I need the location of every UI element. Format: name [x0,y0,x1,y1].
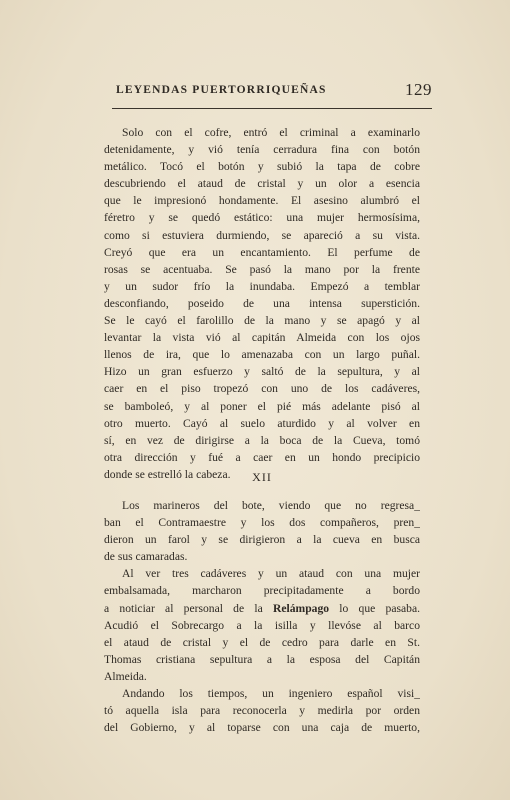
text-line: embalsamada, marcharon precipitadamente a bordo [104,584,420,598]
text-line: donde se estrelló la cabeza. [104,467,231,481]
page-number: 129 [405,80,432,99]
text-line: desconfiando, poseido de una intensa superstición. [104,296,420,310]
text-line: caer en el piso tropezó con uno de los cadáveres, [104,382,420,396]
text-line: otro muerto. Cayó al suelo aturdido y al volver en [104,416,420,430]
text-line-ship [104,600,420,617]
text-line: Almeida. [104,669,147,683]
paragraph-section-xii [104,497,420,736]
text-line: otra dirección y fué a caer en un hondo precipicio [104,450,420,464]
text-line: féretro y se quedó estático: una mujer hermosísima, [104,211,420,225]
text-line: se bamboleó, y al poner el pié más adelante pisó al [104,399,420,413]
section-heading-xii: XII [252,470,272,484]
text-fragment: a noticiar al personal de la [104,601,263,615]
text-line: rosas se acentuaba. Se pasó la mano por la frente [104,262,420,276]
text-line: llenos de ira, que lo amenazaba con un largo puñal. [104,348,420,362]
text-line: Andando los tiempos, un ingeniero español visi_ [122,687,420,701]
text-line: Al ver tres cadáveres y un ataud con una mujer [122,567,420,581]
text-line: detenidamente, y vió tenía cerradura fina con botón [104,143,420,157]
text-line: ban el Contramaestre y los dos compañeros, pren_ [104,516,420,530]
ship-name: Relámpago [273,601,330,615]
text-line: dieron un farol y se dirigieron a la cueva en busca [104,533,420,547]
text-line: metálico. Tocó el botón y subió la tapa de cobre [104,160,420,174]
text-line: levantar la vista vió al capitán Almeida con los ojos [104,331,420,345]
paragraph-section-xi-ending [104,124,420,483]
text-line: de sus camaradas. [104,550,188,564]
text-line: como si estuviera durmiendo, se apareció a su vista. [104,228,420,242]
text-line: del Gobierno, y al toparse con una caja de muerto, [104,721,420,735]
text-line: Hizo un gran esfuerzo y saltó de la sepultura, y al [104,365,420,379]
text-line: sí, en vez de dirigirse a la boca de la Cueva, tomó [104,433,420,447]
text-line: Los marineros del bote, viendo que no regresa_ [122,499,420,512]
text-line: Se le cayó el farolillo de la mano y se apagó y al [104,314,420,328]
text-line: Thomas cristiana sepultura a la esposa del Capitán [104,652,420,666]
text-line: el ataud de cristal y el de cedro para darle en St. [104,635,420,649]
text-fragment: lo que pasaba. [339,601,420,615]
text-line: descubriendo el ataud de cristal y un olor a esencia [104,177,420,191]
text-line: Solo con el cofre, entró el criminal a examinarlo [122,126,420,139]
text-line: tó aquella isla para reconocerla y medirla por orden [104,704,420,718]
text-line: que le impresionó hondamente. El asesino alumbró el [104,194,420,208]
text-line: Creyó que era un encantamiento. El perfume de [104,245,420,259]
header-rule [112,108,432,109]
text-line: y un sudor frío la inundaba. Empezó a temblar [104,279,420,293]
running-title: LEYENDAS PUERTORRIQUEÑAS [116,84,327,96]
text-line: Acudió el Sobrecargo a la isilla y llevóse al barco [104,618,420,632]
page-header [116,80,432,104]
